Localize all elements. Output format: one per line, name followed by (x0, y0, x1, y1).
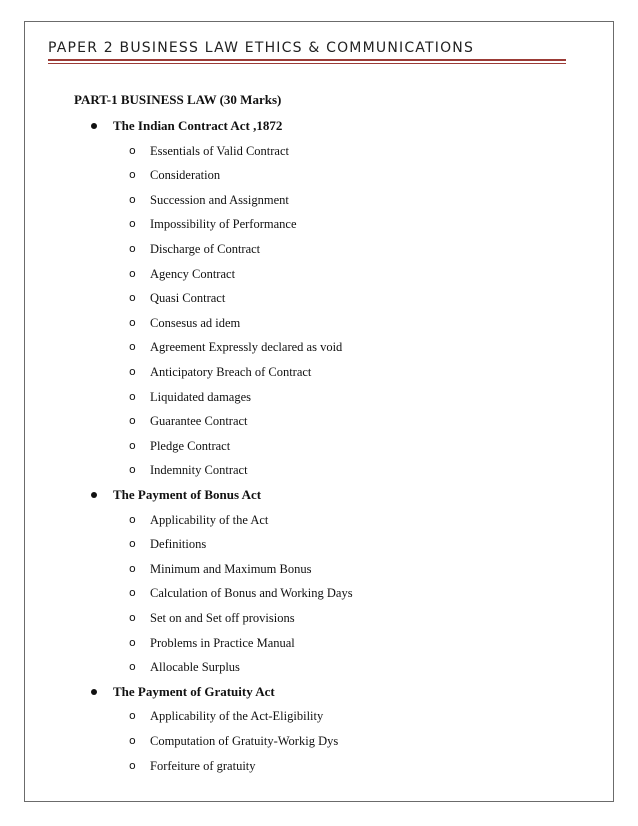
sub-bullet-icon: o (129, 438, 136, 452)
section-title: The Payment of Gratuity Act (113, 683, 275, 699)
list-item-text: Impossibility of Performance (150, 217, 297, 232)
sub-bullet-icon: o (129, 217, 136, 231)
bullet-icon (91, 123, 97, 129)
list-item-text: Consideration (150, 168, 221, 183)
section-title: The Indian Contract Act ,1872 (113, 118, 283, 133)
list-item-text: Allocable Surplus (150, 660, 240, 675)
sub-bullet-icon: o (129, 340, 136, 354)
sub-bullet-icon: o (129, 709, 136, 723)
sub-bullet-icon: o (129, 660, 136, 674)
list-item-text: Anticipatory Breach of Contract (150, 365, 312, 379)
sub-bullet-icon: o (129, 537, 136, 551)
bullet-icon (91, 689, 97, 695)
list-item-text: Applicability of the Act-Eligibility (150, 709, 324, 724)
list-item-text: Calculation of Bonus and Working Days (150, 586, 353, 601)
list-item-text: Agreement Expressly declared as void (150, 340, 343, 355)
list-item-text: Quasi Contract (150, 291, 226, 306)
list-item-text: Computation of Gratuity-Workig Dys (150, 734, 339, 748)
sub-bullet-icon: o (129, 389, 136, 403)
section-title: The Payment of Bonus Act (113, 487, 262, 502)
part-heading: PART-1 BUSINESS LAW (30 Marks) (74, 92, 282, 107)
sub-bullet-icon: o (129, 143, 136, 157)
sub-bullet-icon: o (129, 414, 136, 428)
list-item-text: Applicability of the Act (150, 512, 269, 527)
list-item-text: Forfeiture of gratuity (150, 758, 256, 773)
sub-bullet-icon: o (129, 635, 136, 649)
sub-bullet-icon: o (129, 365, 136, 378)
list-item-text: Set on and Set off provisions (150, 611, 295, 625)
sub-bullet-icon: o (129, 315, 136, 329)
list-item-text: Minimum and Maximum Bonus (150, 561, 312, 576)
sub-bullet-icon: o (129, 734, 136, 747)
document-title: PAPER 2 BUSINESS LAW ETHICS & COMMUNICATIONS (48, 40, 475, 56)
list-item-text: Discharge of Contract (150, 242, 261, 256)
list-item-text: Guarantee Contract (150, 414, 248, 429)
sub-bullet-icon: o (129, 512, 136, 526)
title-rule-thick (48, 59, 566, 61)
list-item-text: Agency Contract (150, 266, 236, 281)
sub-bullet-icon: o (129, 463, 136, 477)
sub-bullet-icon: o (129, 242, 136, 255)
sub-bullet-icon: o (129, 758, 136, 772)
list-item-text: Essentials of Valid Contract (150, 143, 289, 158)
list-item-text: Indemnity Contract (150, 463, 248, 478)
list-item-text: Problems in Practice Manual (150, 635, 295, 650)
list-item-text: Liquidated damages (150, 389, 252, 404)
sub-bullet-icon: o (129, 192, 136, 206)
sub-bullet-icon: o (129, 561, 136, 575)
list-item-text: Succession and Assignment (150, 192, 289, 207)
list-item-text: Pledge Contract (150, 438, 231, 453)
sub-bullet-icon: o (129, 586, 136, 600)
sub-bullet-icon: o (129, 611, 136, 624)
sub-bullet-icon: o (129, 168, 136, 182)
list-item-text: Definitions (150, 537, 207, 552)
title-rule-thin (48, 63, 566, 64)
sub-bullet-icon: o (129, 266, 136, 280)
list-item-text: Consesus ad idem (150, 315, 241, 330)
sub-bullet-icon: o (129, 291, 136, 305)
bullet-icon (91, 492, 97, 498)
